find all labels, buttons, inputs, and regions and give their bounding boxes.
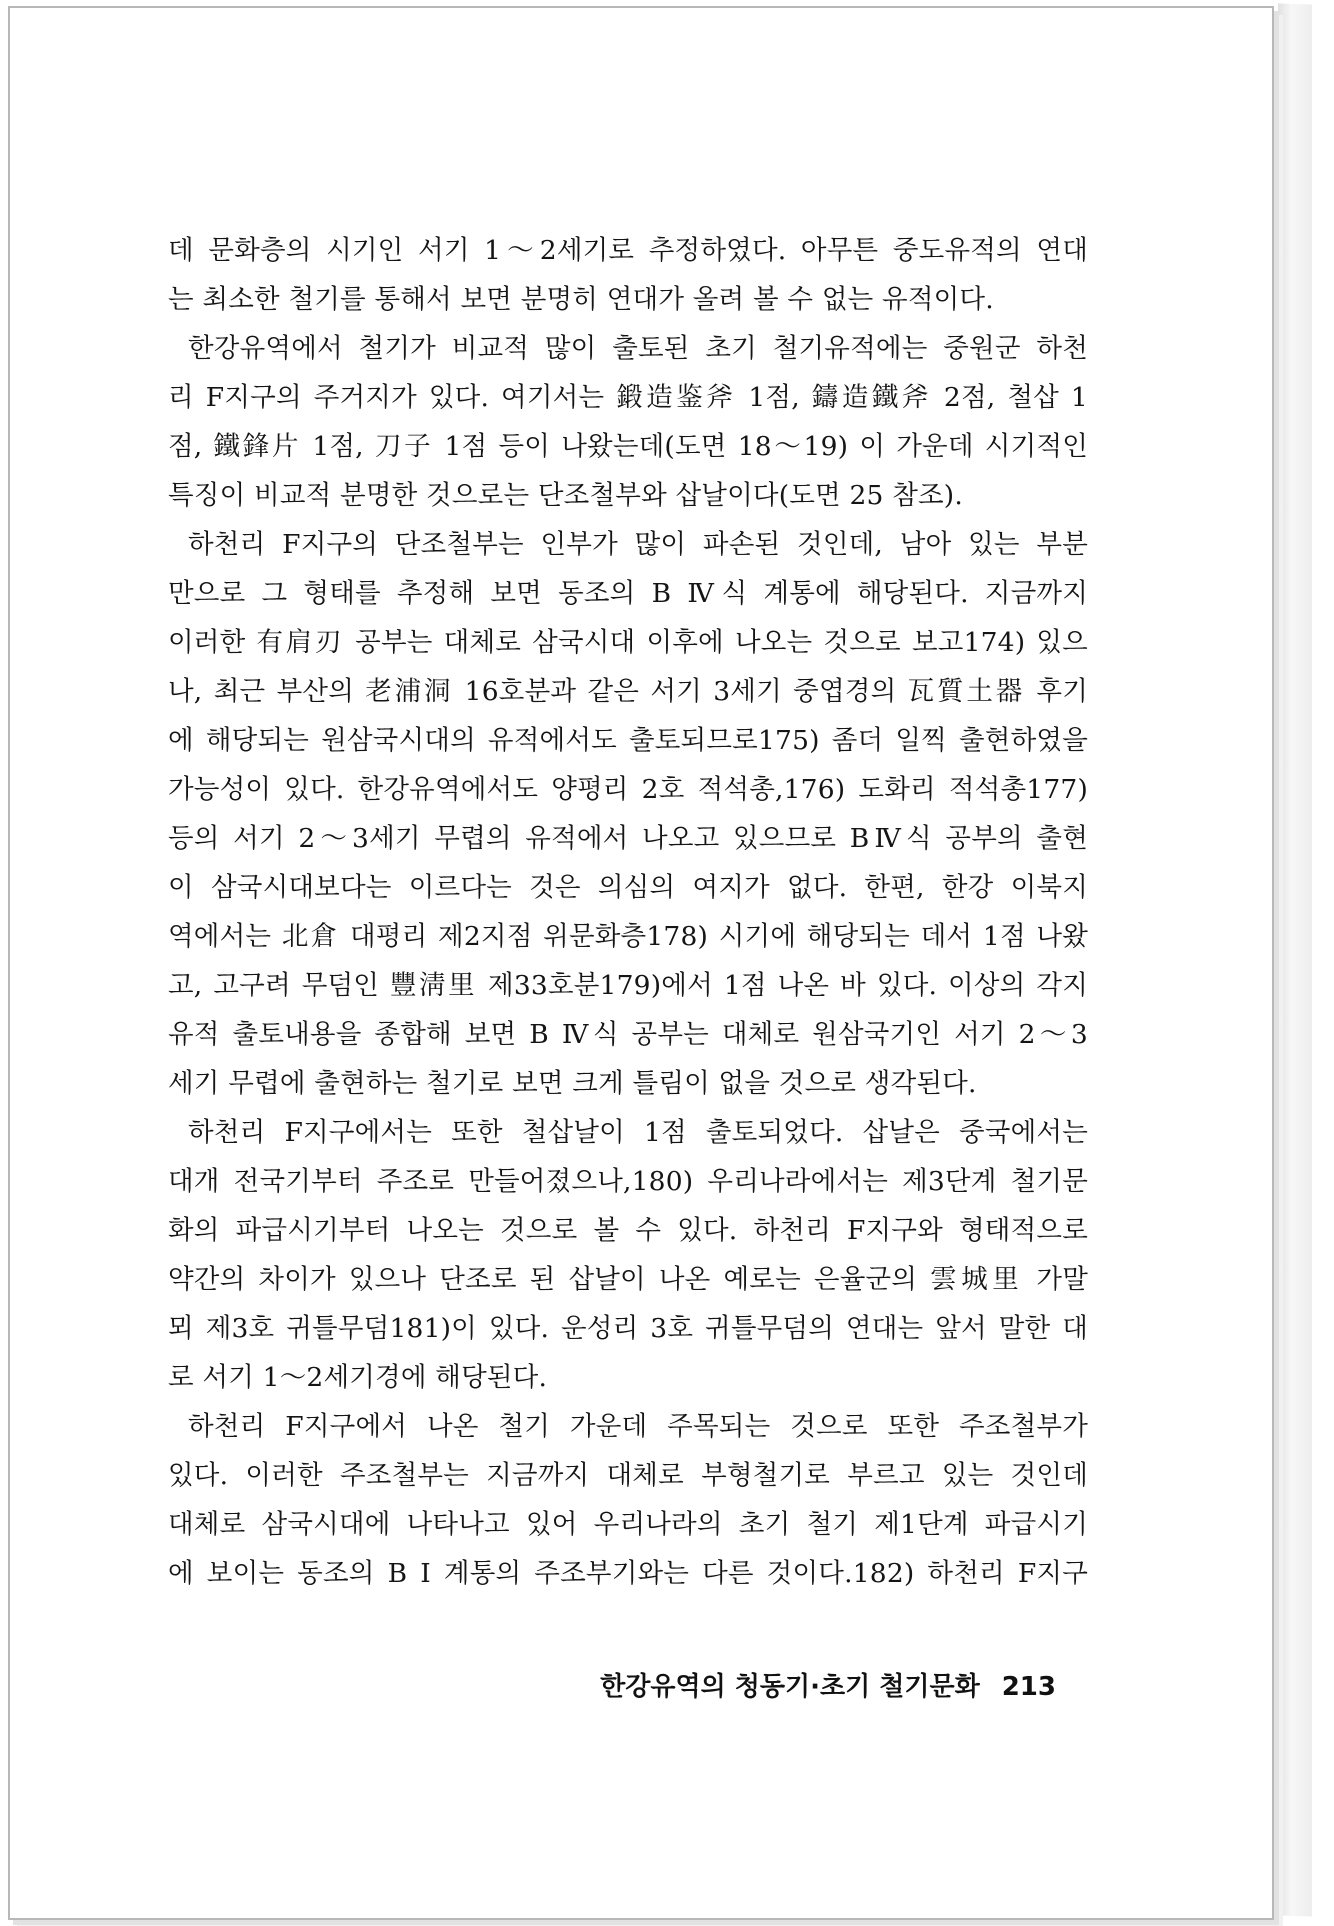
text-line: 유적 출토내용을 종합해 보면 B Ⅳ식 공부는 대체로 원삼국기인 서기 2～3 bbox=[168, 1019, 1088, 1050]
text-line: 가능성이 있다. 한강유역에서도 양평리 2호 적석총,176) 도화리 적석총177) bbox=[168, 774, 1088, 805]
text-line: 로 서기 1～2세기경에 해당된다. bbox=[168, 1362, 548, 1393]
text-line: 뫼 제3호 귀틀무덤181)이 있다. 운성리 3호 귀틀무덤의 연대는 앞서 말한 대 bbox=[168, 1313, 1088, 1344]
text-line: 있다. 이러한 주조철부는 지금까지 대체로 부형철기로 부르고 있는 것인데 bbox=[168, 1460, 1088, 1491]
running-title: 한강유역의 청동기·초기 철기문화 bbox=[600, 1672, 980, 1702]
text-line: 대개 전국기부터 주조로 만들어졌으나,180) 우리나라에서는 제3단계 철기문 bbox=[168, 1166, 1088, 1197]
page-footer bbox=[560, 1666, 1056, 1703]
text-line: 만으로 그 형태를 추정해 보면 동조의 B Ⅳ식 계통에 해당된다. 지금까지 bbox=[168, 578, 1088, 609]
text-line: 특징이 비교적 분명한 것으로는 단조철부와 삽날이다(도면 25 참조). bbox=[168, 480, 963, 511]
text-line: 는 최소한 철기를 통해서 보면 분명히 연대가 올려 볼 수 없는 유적이다. bbox=[168, 284, 994, 315]
paragraph-start-line: 하천리 F지구에서는 또한 철삽날이 1점 출토되었다. 삽날은 중국에서는 bbox=[188, 1117, 1088, 1148]
text-line: 데 문화층의 시기인 서기 1～2세기로 추정하였다. 아무튼 중도유적의 연대 bbox=[168, 235, 1088, 266]
text-line: 이러한 有肩刃 공부는 대체로 삼국시대 이후에 나오는 것으로 보고174) 있으 bbox=[168, 627, 1088, 658]
text-line: 역에서는 北倉 대평리 제2지점 위문화층178) 시기에 해당되는 데서 1점 나왔 bbox=[168, 921, 1088, 952]
page-edge-shadow bbox=[1278, 3, 1312, 1916]
text-line: 에 보이는 동조의 B I 계통의 주조부기와는 다른 것이다.182) 하천리 F지구 bbox=[168, 1558, 1088, 1589]
text-line: 리 F지구의 주거지가 있다. 여기서는 鍛造鉴斧 1점, 鑄造鐵斧 2점, 철삽 1 bbox=[168, 382, 1088, 413]
text-line: 세기 무렵에 출현하는 철기로 보면 크게 틀림이 없을 것으로 생각된다. bbox=[168, 1068, 977, 1099]
paragraph-start-line: 한강유역에서 철기가 비교적 많이 출토된 초기 철기유적에는 중원군 하천 bbox=[188, 333, 1088, 364]
text-line: 약간의 차이가 있으나 단조로 된 삽날이 나온 예로는 은율군의 雲城里 가말 bbox=[168, 1264, 1088, 1295]
text-line: 대체로 삼국시대에 나타나고 있어 우리나라의 초기 철기 제1단계 파급시기 bbox=[168, 1509, 1088, 1540]
text-line: 나, 최근 부산의 老浦洞 16호분과 같은 서기 3세기 중엽경의 瓦質土器 후기 bbox=[168, 676, 1088, 707]
text-line: 고, 고구려 무덤인 豐淸里 제33호분179)에서 1점 나온 바 있다. 이상의 각지 bbox=[168, 970, 1088, 1001]
page-number: 213 bbox=[1001, 1672, 1056, 1702]
text-line: 화의 파급시기부터 나오는 것으로 볼 수 있다. 하천리 F지구와 형태적으로 bbox=[168, 1215, 1088, 1246]
text-line: 점, 鐵鋒片 1점, 刀子 1점 등이 나왔는데(도면 18～19) 이 가운데 시기적인 bbox=[168, 431, 1088, 462]
text-line: 에 해당되는 원삼국시대의 유적에서도 출토되므로175) 좀더 일찍 출현하였을 bbox=[168, 725, 1088, 756]
text-line: 등의 서기 2～3세기 무렵의 유적에서 나오고 있으므로 BⅣ식 공부의 출현 bbox=[168, 823, 1088, 854]
text-line: 이 삼국시대보다는 이르다는 것은 의심의 여지가 없다. 한편, 한강 이북지 bbox=[168, 872, 1088, 903]
paragraph-start-line: 하천리 F지구의 단조철부는 인부가 많이 파손된 것인데, 남아 있는 부분 bbox=[188, 529, 1088, 560]
paragraph-start-line: 하천리 F지구에서 나온 철기 가운데 주목되는 것으로 또한 주조철부가 bbox=[188, 1411, 1088, 1442]
body-text bbox=[168, 226, 1088, 1598]
